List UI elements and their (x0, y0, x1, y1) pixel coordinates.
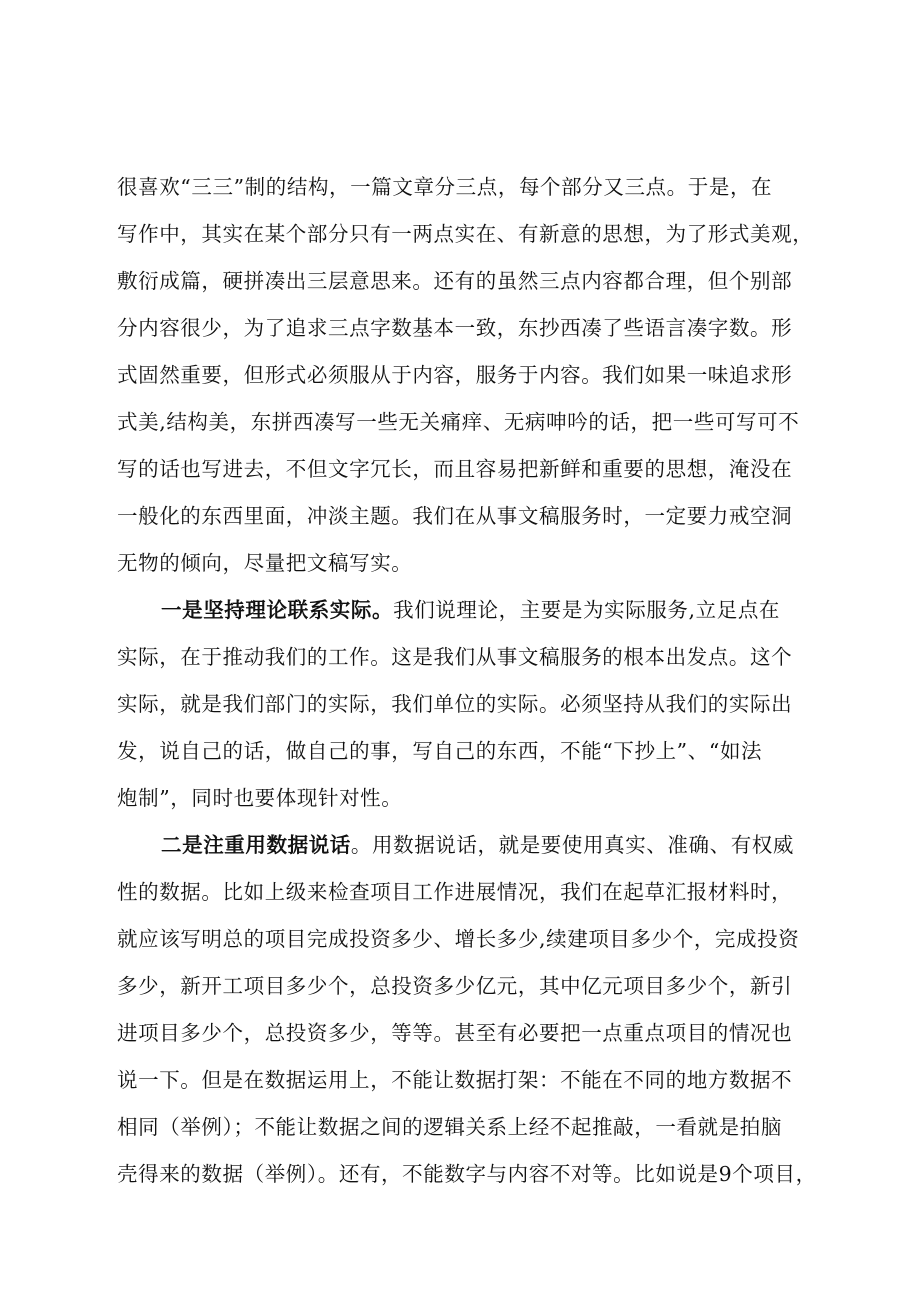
text-line: 相同（举例）；不能让数据之间的逻辑关系上经不起推敲，一看就是拍脑 (117, 1115, 782, 1139)
text-line: 多少，新开工项目多少个，总投资多少亿元，其中亿元项目多少个，新引 (117, 974, 793, 998)
text-line: 实际，就是我们部门的实际，我们单位的实际。必须坚持从我们的实际出 (117, 692, 793, 716)
text-line: 发，说自己的话，做自己的事，写自己的东西，不能“下抄上”、“如法 (117, 739, 763, 763)
first-line-text: 我们说理论，主要是为实际服务,立足点在 (393, 598, 781, 622)
text-line: 进项目多少个，总投资多少，等等。甚至有必要把一点重点项目的情况也 (117, 1021, 793, 1045)
text-line: 无物的倾向，尽量把文稿写实。 (117, 551, 413, 575)
section-heading: 二是注重用数据说话 (161, 833, 351, 857)
text-line: 炮制”，同时也要体现针对性。 (117, 786, 403, 810)
text-line: 很喜欢“三三”制的结构，一篇文章分三点，每个部分又三点。于是，在 (117, 175, 773, 199)
text-line: 敷衍成篇，硬拼凑出三层意思来。还有的虽然三点内容都合理，但个别部 (117, 269, 793, 293)
first-line-text: 。用数据说话，就是要使用真实、准确、有权威 (350, 833, 795, 857)
paragraph-structure-critique (117, 164, 817, 587)
text-line: 说一下。但是在数据运用上，不能让数据打架：不能在不同的地方数据不 (117, 1068, 793, 1092)
text-line: 式美,结构美，东拼西凑写一些无关痛痒、无病呻吟的话，把一些可写可不 (117, 410, 800, 434)
text-line: 就应该写明总的项目完成投资多少、增长多少,续建项目多少个，完成投资 (117, 927, 800, 951)
first-line (117, 822, 817, 869)
text-line: 壳得来的数据（举例）。还有，不能数字与内容不对等。比如说是9个项目， (117, 1162, 817, 1186)
text-line: 一般化的东西里面，冲淡主题。我们在从事文稿服务时，一定要力戒空洞 (117, 504, 793, 528)
paragraph-data-speaking (117, 822, 817, 1198)
text-line: 写作中，其实在某个部分只有一两点实在、有新意的思想，为了形式美观， (117, 222, 814, 246)
document-body (117, 164, 817, 1198)
text-line: 写的话也写进去，不但文字冗长，而且容易把新鲜和重要的思想，淹没在 (117, 457, 793, 481)
text-line: 分内容很少，为了追求三点字数基本一致，东抄西凑了些语言凑字数。形 (117, 316, 793, 340)
first-line (117, 587, 817, 634)
text-line: 实际，在于推动我们的工作。这是我们从事文稿服务的根本出发点。这个 (117, 645, 793, 669)
paragraph-theory-practice (117, 587, 817, 822)
text-line: 性的数据。比如上级来检查项目工作进展情况，我们在起草汇报材料时， (117, 880, 793, 904)
text-line: 式固然重要，但形式必须服从于内容，服务于内容。我们如果一味追求形 (117, 363, 793, 387)
section-heading: 一是坚持理论联系实际。 (161, 598, 394, 622)
